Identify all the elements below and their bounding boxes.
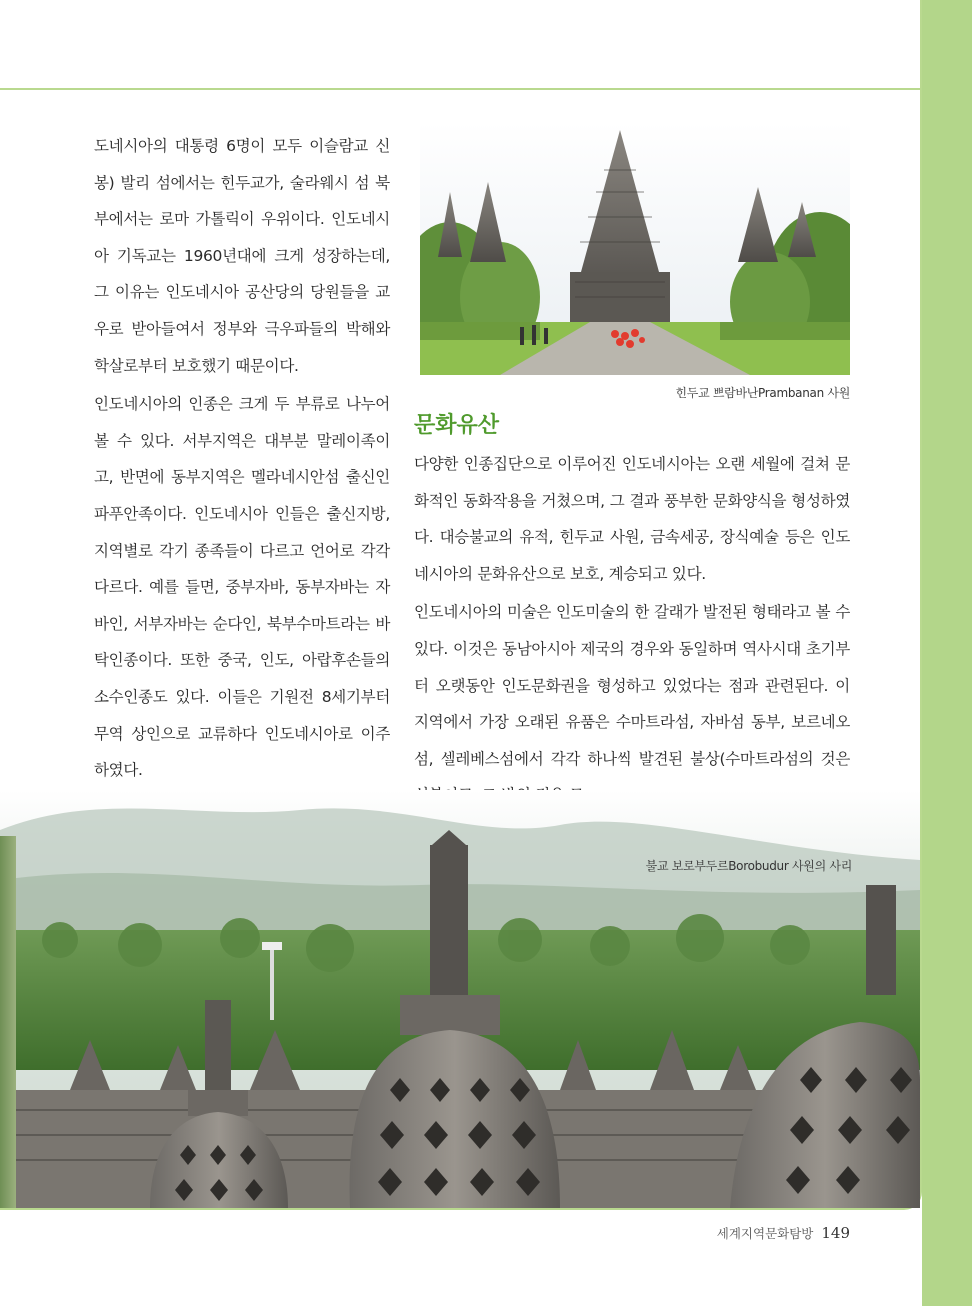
book-title: 세계지역문화탐방 bbox=[716, 1226, 814, 1241]
page-number: 149 bbox=[821, 1224, 850, 1242]
borobudur-caption: 불교 보로부두르Borobudur 사원의 사리 bbox=[645, 859, 852, 873]
right-text-column bbox=[414, 446, 850, 814]
side-color-tab bbox=[922, 0, 972, 1306]
section-title: 문화유산 bbox=[414, 412, 500, 438]
left-foliage-strip bbox=[0, 836, 16, 1208]
left-paragraph-2: 인도네시아의 인종은 크게 두 부류로 나누어 볼 수 있다. 서부지역은 대부분 말레이족이고, 반면에 동부지역은 멜라네시안섬 출신인 파푸안족이다. 인도네시아 인들은 출신지방, 지역별로 각기 종족들이 다르고 언어로 각각 다르다. 예를 들면, 중부자바, 동부자바는 자바인, 서부자바는 순다인, 북부수마트라는 바탁인종이다. 또한 중국, 인도, 아랍후손들의 소수인종도 있다. 이들은 기원전 8세기부터 무역 상인으로 교류하다 인도네시아로 이주하였다. bbox=[94, 395, 390, 780]
prambanan-temple-photo bbox=[420, 122, 850, 375]
left-text-column bbox=[94, 128, 390, 789]
section-paragraph-1: 다양한 인종집단으로 이루어진 인도네시아는 오랜 세월에 걸쳐 문화적인 동화작용을 거쳤으며, 그 결과 풍부한 문화양식을 형성하였다. 대승불교의 유적, 힌두교 사원, 금속세공, 장식예술 등은 인도네시아의 문화유산으로 보호, 계승되고 있다. bbox=[414, 455, 850, 583]
page-footer bbox=[640, 1224, 850, 1242]
header-band bbox=[0, 0, 920, 90]
prambanan-caption: 힌두교 쁘람바난Prambanan 사원 bbox=[675, 386, 850, 400]
section-paragraph-2: 인도네시아의 미술은 인도미술의 한 갈래가 발전된 형태라고 볼 수 있다. 이것은 동남아시아 제국의 경우와 동일하며 역사시대 초기부터 오랫동안 인도문화권을 형성하고 있었다는 점과 관련된다. 이 지역에서 가장 오래된 유품은 수마트라섬, 자바섬 동부, 보르네오섬, 셀레베스섬에서 각각 하나씩 발견된 불상(수마트라섬의 것은 bbox=[414, 603, 850, 768]
left-paragraph-1: 도네시아의 대통령 6명이 모두 이슬람교 신봉) 발리 섬에서는 힌두교가, 술라웨시 섬 북부에서는 로마 가톨릭이 우위이다. 인도네시아 기독교는 1960년대에 크게 성장하는데, 그 이유는 인도네시아 공산당의 당원들을 교우로 받아들여서 정부와 극우파들의 박해와 학살로부터 보호했기 때문이다. bbox=[94, 137, 390, 375]
borobudur-stupa-photo bbox=[0, 790, 920, 1208]
